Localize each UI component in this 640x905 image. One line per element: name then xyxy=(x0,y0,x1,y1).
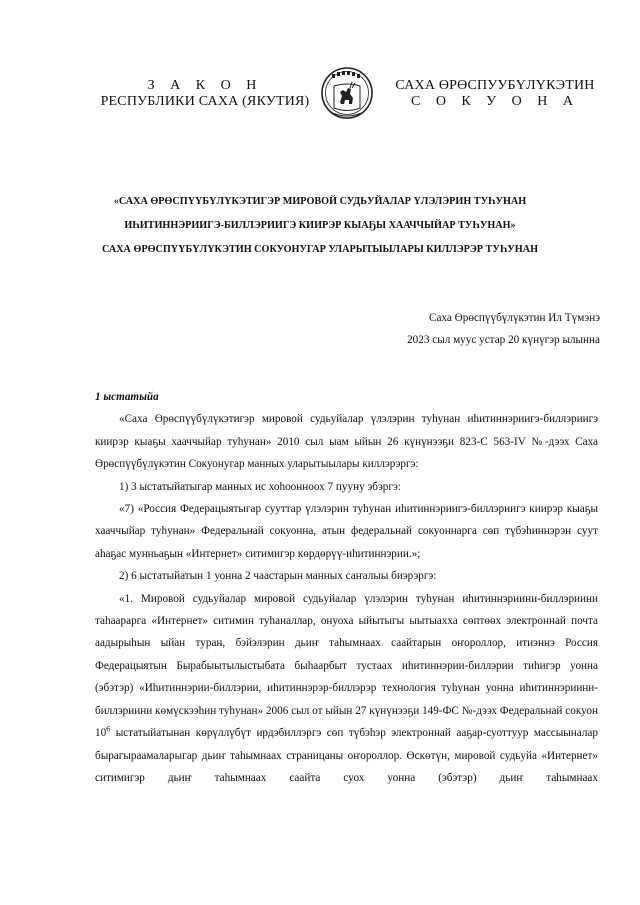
paragraph: «7) «Россия Федерацыятыгар сууттар үлэлэрин туһунан иһитиннэриигэ-биллэриигэ киирэр кыаҕы хааччыйар туһунан» Федеральнай сокуонна, атын федеральнай сокуоннарга сөп түбэһиннэрэн суут аһаҕас мунньаҕын «Интернет» ситимигэр көрдөрүү-иһитиннэрии.»; xyxy=(95,503,598,560)
paragraph xyxy=(95,588,598,790)
coat-of-arms-icon xyxy=(320,66,374,120)
paragraph: 1) 3 ыстатыйатыгар манных ис хоһоонноох 7 пууну эбэргэ: xyxy=(119,480,401,493)
adopting-body: Саха Өрөспүүбүлүкэтин Ил Түмэнэ xyxy=(429,312,600,324)
law-label-sakha: С О К У О Н А xyxy=(410,94,580,109)
article-heading: 1 ыстатыйа xyxy=(95,391,159,403)
law-label: З А К О Н xyxy=(147,78,263,93)
header-left xyxy=(92,78,318,110)
paragraph: 2) 6 ыстатыйатын 1 уонна 2 чаастарын манных саҥалыы биэрэргэ: xyxy=(119,570,437,583)
paragraph-text: «1. Мировой судьуйалар мировой судьуйалар үлэлэрин туһунан иһитиннэриини-биллэриини таһаарарга «Интернет» ситимин туһаналлар, онуоха ыйытыгы ыытыахха сөптөөх электроннай почта аадырыһын ыйан туран, бэйэлэрин дьиҥ таһымнаах саайтарын оҥороллор, итиэннэ Россия Федерацыятын Бырабыытылыстыбата быһаарбыт тустаах иһитиннэрии-биллэрии тиһигэр уонна (эбэтэр) «Иһитиннэрии-биллэрии, иһитиннэрэр-биллэрэр технология туһунан уонна иһитиннэриини-биллэриини көмүскээһин туһунан» 2006 сыл от ыйын 27 күнүнээҕи 149-ФС №-дээх Федеральнай сокуон 10 xyxy=(95,592,598,740)
paragraph-text-cont: ыстатыйатынан көрүллүбүт ирдэбиллэргэ сөп түбэһэр электроннай ааҕар-суоттуур массыыналар бырагыраамаларыгар дьиҥ таһымнаах страницаны оҥороллор. Өскөтүн, мировой судьуйа «Интернет» ситимигэр дьиҥ таһымнаах саайта суох уонна (эбэтэр) дьиҥ таһымнаах xyxy=(95,727,598,784)
header-right xyxy=(380,78,610,110)
document-body xyxy=(95,386,598,789)
adoption-date: 2023 сыл муус устар 20 күнүгэр ылынна xyxy=(407,334,600,346)
paragraph: «Саха Өрөспүүбүлүкэтигэр мировой судьуйалар үлэлэрин туһунан иһитиннэриигэ-биллэриигэ киирэр кыаҕы хааччыйар туһунан» 2010 сыл ыам ыйын 26 күнүнээҕи 823-С 563-IV №-дээх Саха Өрөспүүбүлүкэтин Сокуонугар манных уларытыылары киллэрэргэ: xyxy=(95,413,598,471)
title-line-1: «САХА ӨРӨСПҮҮБҮЛҮКЭТИГЭР МИРОВОЙ СУДЬУЙАЛАР ҮЛЭЛЭРИН ТУҺУНАН xyxy=(113,196,527,207)
document-title xyxy=(100,190,540,262)
republic-name-ru: РЕСПУБЛИКИ САХА (ЯКУТИЯ) xyxy=(100,94,310,109)
republic-name-sakha: САХА ӨРӨСПУУБҮЛҮКЭТИН xyxy=(395,78,595,93)
adoption-info xyxy=(407,307,600,351)
superscript: 6 xyxy=(106,724,111,734)
title-line-2: ИҺИТИННЭРИИГЭ-БИЛЛЭРИИГЭ КИИРЭР КЫАҔЫ ХААЧЧЫЙАР ТУҺУНАН» xyxy=(124,220,516,231)
title-line-3: САХА ӨРӨСПҮҮБҮЛҮКЭТИН СОКУОНУГАР УЛАРЫТЫЫЛАРЫ КИЛЛЭРЭР ТУҺУНАН xyxy=(101,244,538,255)
